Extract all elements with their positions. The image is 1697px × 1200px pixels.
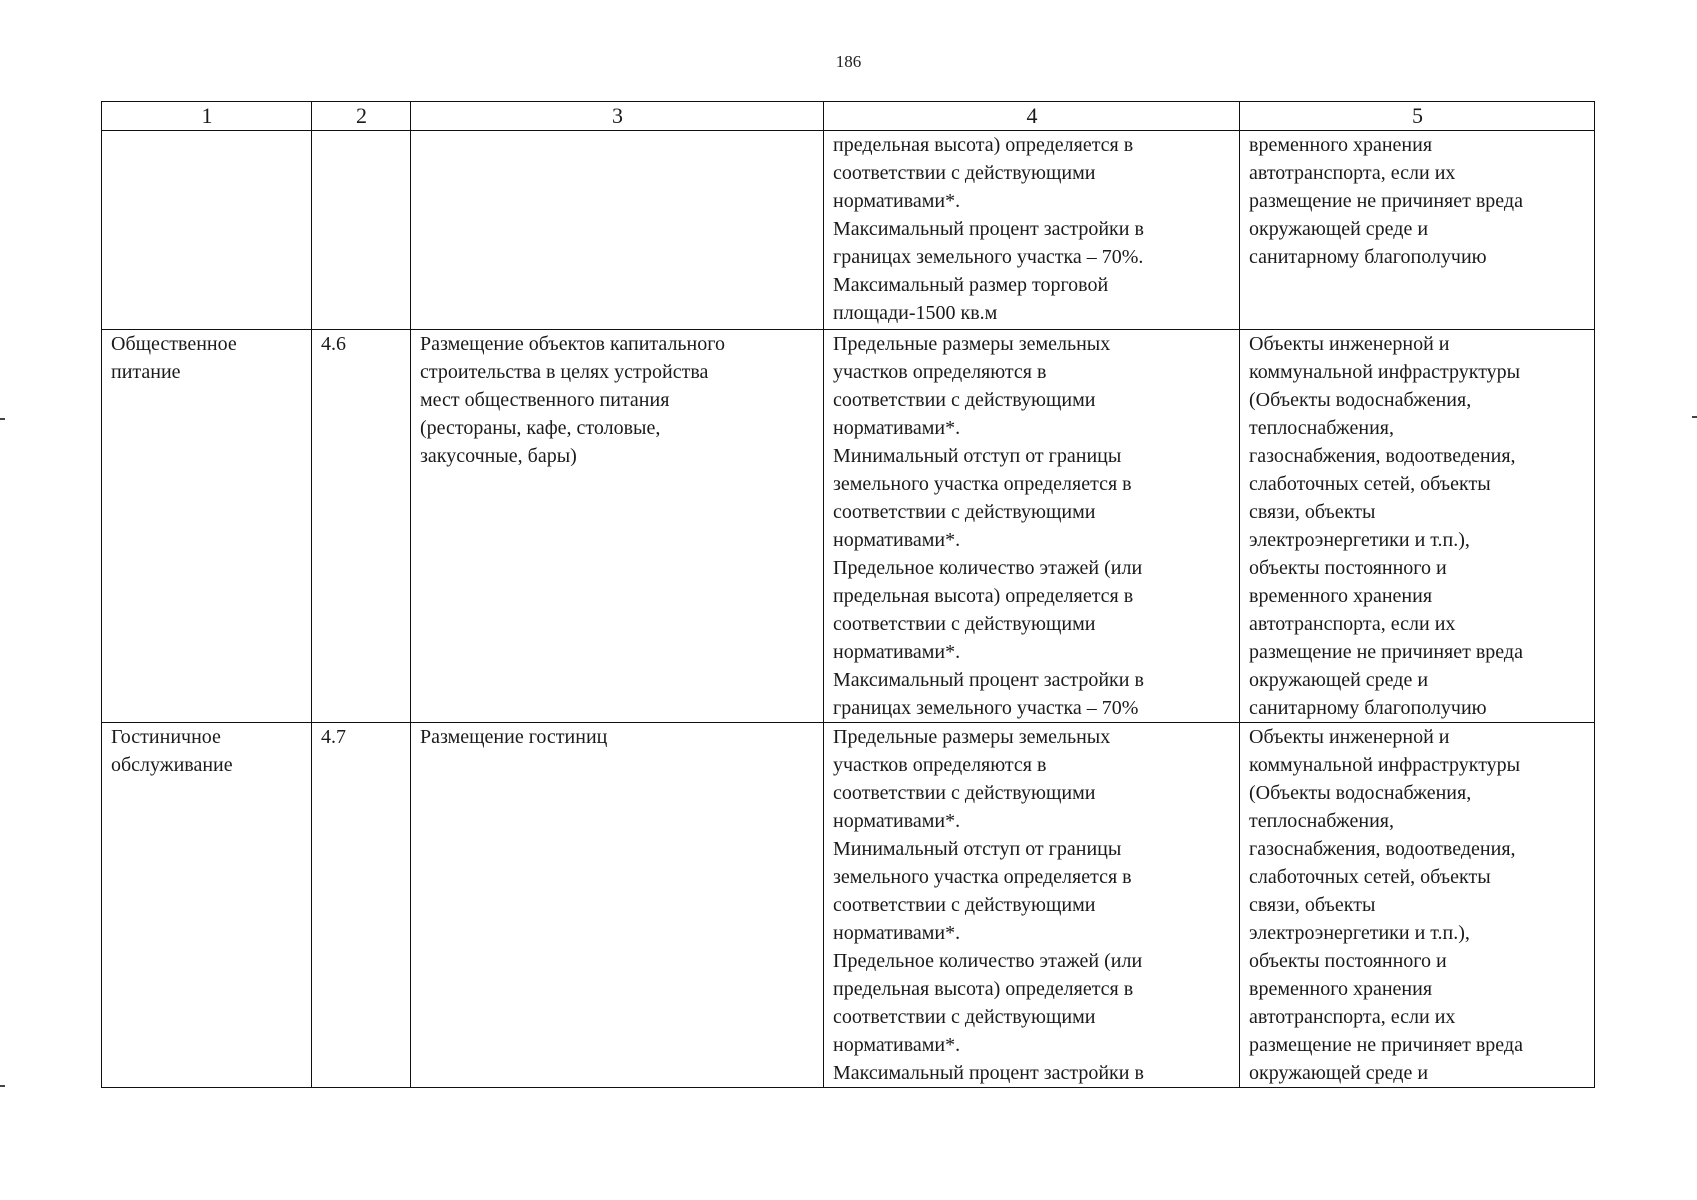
cell-text-line: предельная высота) определяется в — [833, 585, 1134, 607]
header-col-1: 1 — [102, 102, 312, 131]
cell-text-line: Предельные размеры земельных — [833, 726, 1111, 748]
cell-text-line: участков определяются в — [833, 754, 1047, 776]
cell-text-line: объекты постоянного и — [1249, 557, 1447, 579]
cell-text-line: нормативами*. — [833, 529, 961, 551]
code-cell — [312, 330, 411, 723]
cell-text-line: Размещение гостиниц — [420, 726, 608, 748]
cell-text-line: Объекты инженерной и — [1249, 726, 1450, 748]
auxiliary-uses-cell — [1240, 131, 1595, 330]
cell-text-line: участков определяются в — [833, 361, 1047, 383]
cell-text-line: временного хранения — [1249, 134, 1433, 156]
cell-text-line: нормативами*. — [833, 417, 961, 439]
cell-text-line: закусочные, бары) — [420, 445, 577, 467]
cell-text-line: предельная высота) определяется в — [833, 134, 1134, 156]
cell-text-line: земельного участка определяется в — [833, 866, 1132, 888]
cell-text-line: санитарному благополучию — [1249, 246, 1487, 268]
cell-text-line: (Объекты водоснабжения, — [1249, 782, 1472, 804]
code-cell — [312, 723, 411, 1088]
cell-text-line: Максимальный процент застройки в — [833, 1062, 1144, 1084]
scan-edge-mark — [0, 1085, 5, 1087]
cell-text-line: соответствии с действующими — [833, 389, 1096, 411]
header-col-2: 2 — [312, 102, 411, 131]
use-type-cell — [102, 723, 312, 1088]
cell-text-line: электроэнергетики и т.п.), — [1249, 529, 1470, 551]
cell-text-line: предельная высота) определяется в — [833, 978, 1134, 1000]
cell-text-line: соответствии с действующими — [833, 782, 1096, 804]
cell-text-line: Объекты инженерной и — [1249, 333, 1450, 355]
cell-text-line: временного хранения — [1249, 585, 1433, 607]
cell-text-line: объекты постоянного и — [1249, 950, 1447, 972]
cell-text-line: соответствии с действующими — [833, 501, 1096, 523]
cell-text-line: строительства в целях устройства — [420, 361, 709, 383]
cell-text-line: нормативами*. — [833, 810, 961, 832]
cell-text-line: нормативами*. — [833, 922, 961, 944]
cell-text-line: размещение не причиняет вреда — [1249, 190, 1523, 212]
table-row — [102, 131, 1595, 330]
cell-text-line: Предельное количество этажей (или — [833, 557, 1143, 579]
cell-text-line: нормативами*. — [833, 641, 961, 663]
cell-text-line: газоснабжения, водоотведения, — [1249, 445, 1516, 467]
cell-text-line: слаботочных сетей, объекты — [1249, 866, 1491, 888]
table-row — [102, 330, 1595, 723]
header-col-4: 4 — [824, 102, 1240, 131]
cell-text-line: санитарному благополучию — [1249, 697, 1487, 719]
description-cell — [411, 131, 824, 330]
scan-edge-mark — [0, 418, 5, 420]
cell-text-line: (рестораны, кафе, столовые, — [420, 417, 661, 439]
cell-text-line: соответствии с действующими — [833, 162, 1096, 184]
cell-text-line: Максимальный размер торговой — [833, 274, 1109, 296]
cell-text-line: Общественное — [111, 333, 237, 355]
cell-text-line: коммунальной инфраструктуры — [1249, 361, 1521, 383]
cell-text-line: земельного участка определяется в — [833, 473, 1132, 495]
scan-edge-mark — [1692, 416, 1697, 418]
cell-text-line: теплоснабжения, — [1249, 417, 1394, 439]
cell-text-line: автотранспорта, если их — [1249, 613, 1456, 635]
cell-text-line: временного хранения — [1249, 978, 1433, 1000]
cell-text-line: Предельные размеры земельных — [833, 333, 1111, 355]
code-cell — [312, 131, 411, 330]
description-cell — [411, 723, 824, 1088]
cell-text: 4.7 — [321, 726, 346, 748]
parameters-cell — [824, 723, 1240, 1088]
cell-text-line: границах земельного участка – 70%. — [833, 246, 1144, 268]
cell-text-line: размещение не причиняет вреда — [1249, 641, 1523, 663]
cell-text-line: теплоснабжения, — [1249, 810, 1394, 832]
cell-text-line: окружающей среде и — [1249, 218, 1429, 240]
zoning-table — [101, 101, 1595, 1088]
parameters-cell — [824, 330, 1240, 723]
cell-text-line: газоснабжения, водоотведения, — [1249, 838, 1516, 860]
cell-text-line: мест общественного питания — [420, 389, 670, 411]
cell-text-line: питание — [111, 361, 181, 383]
cell-text-line: Минимальный отступ от границы — [833, 445, 1122, 467]
cell-text-line: (Объекты водоснабжения, — [1249, 389, 1472, 411]
cell-text-line: соответствии с действующими — [833, 613, 1096, 635]
cell-text-line: нормативами*. — [833, 190, 961, 212]
cell-text-line: обслуживание — [111, 754, 233, 776]
auxiliary-uses-cell — [1240, 330, 1595, 723]
cell-text-line: площади-1500 кв.м — [833, 302, 998, 324]
cell-text-line: электроэнергетики и т.п.), — [1249, 922, 1470, 944]
cell-text-line: Максимальный процент застройки в — [833, 218, 1144, 240]
cell-text-line: соответствии с действующими — [833, 894, 1096, 916]
cell-text-line: слаботочных сетей, объекты — [1249, 473, 1491, 495]
cell-text-line: Гостиничное — [111, 726, 221, 748]
cell-text-line: Максимальный процент застройки в — [833, 669, 1144, 691]
cell-text-line: автотранспорта, если их — [1249, 162, 1456, 184]
cell-text-line: связи, объекты — [1249, 501, 1376, 523]
cell-text-line: Размещение объектов капитального — [420, 333, 725, 355]
header-col-5: 5 — [1240, 102, 1595, 131]
table-row — [102, 723, 1595, 1088]
cell-text-line: границах земельного участка – 70% — [833, 697, 1139, 719]
cell-text: 4.6 — [321, 333, 346, 355]
header-row — [102, 102, 1595, 131]
cell-text-line: нормативами*. — [833, 1034, 961, 1056]
cell-text-line: окружающей среде и — [1249, 669, 1429, 691]
use-type-cell — [102, 131, 312, 330]
cell-text-line: автотранспорта, если их — [1249, 1006, 1456, 1028]
parameters-cell — [824, 131, 1240, 330]
header-col-3: 3 — [411, 102, 824, 131]
page-number: 186 — [835, 52, 862, 71]
cell-text-line: связи, объекты — [1249, 894, 1376, 916]
cell-text-line: коммунальной инфраструктуры — [1249, 754, 1521, 776]
cell-text-line: Минимальный отступ от границы — [833, 838, 1122, 860]
cell-text-line: размещение не причиняет вреда — [1249, 1034, 1523, 1056]
cell-text-line: окружающей среде и — [1249, 1062, 1429, 1084]
cell-text-line: соответствии с действующими — [833, 1006, 1096, 1028]
description-cell — [411, 330, 824, 723]
cell-text-line: Предельное количество этажей (или — [833, 950, 1143, 972]
use-type-cell — [102, 330, 312, 723]
auxiliary-uses-cell — [1240, 723, 1595, 1088]
